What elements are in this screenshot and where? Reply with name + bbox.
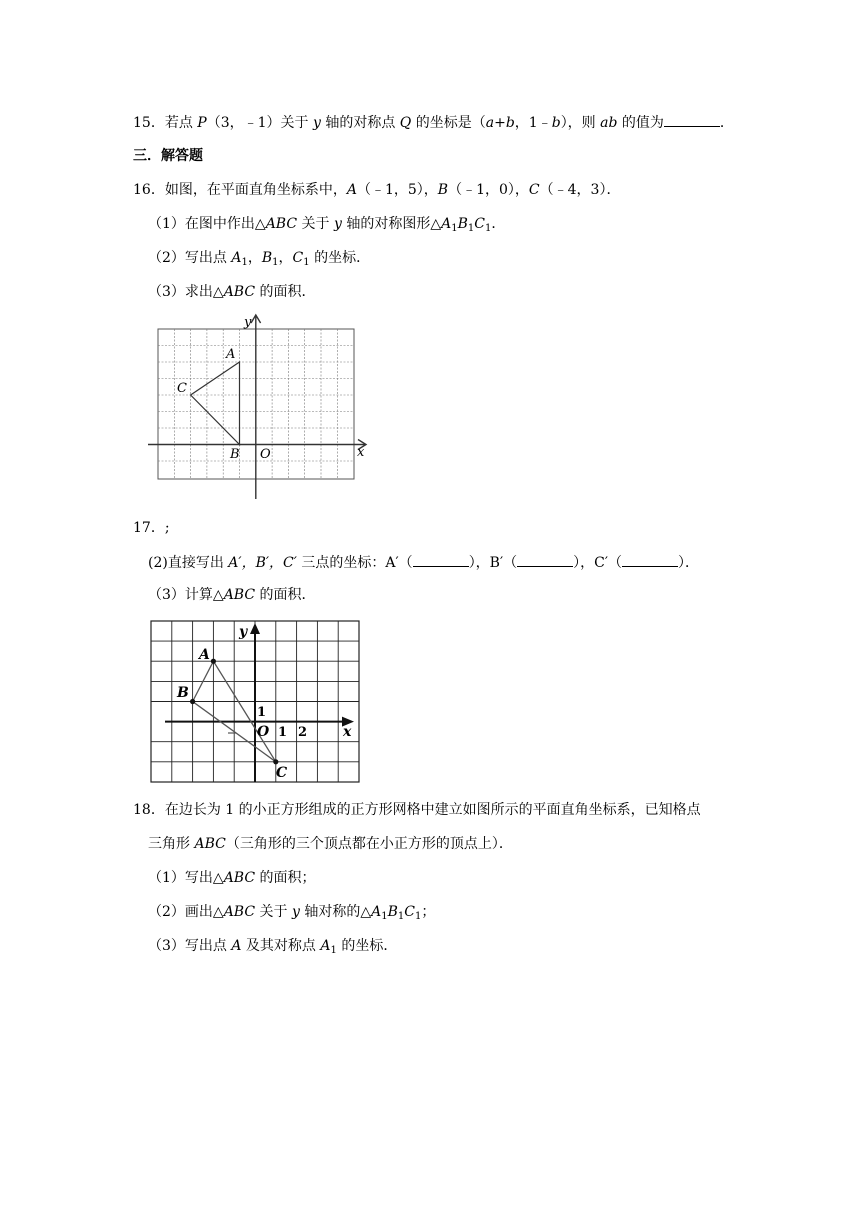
question-16-intro [133,180,620,200]
q18-end: 的坐标． [336,938,398,954]
q16-number: 16． [133,182,165,198]
q15-var-y: y [312,115,321,131]
label-C: C [276,765,288,781]
subscript: 1 [272,257,279,268]
q18-text: （1）写出△ [148,870,224,886]
q18-text: 三角形 [148,836,195,852]
q16-text: 的坐标． [309,250,371,266]
q17-text: 三点的坐标： [296,555,386,571]
q16-text: 如图，在平面直角坐标系中， [164,182,347,198]
x-axis-label: x [343,724,352,740]
section-heading: 三．解答题 [133,148,203,164]
q18-B1: B [387,904,398,920]
q15-var-a: a [485,115,495,131]
y-tick-1: 1 [257,705,267,720]
q16-A1: A [441,216,452,232]
q16-triangle: ABC [265,216,298,232]
y-axis-label: y [239,624,248,640]
answer-blank-C[interactable] [622,552,678,567]
q18-triangle: ABC [223,904,256,920]
q15-var-ab: ab [600,115,618,131]
q18-point-A: A [231,938,242,954]
q17-part-2 [148,552,699,573]
q17-grid-figure [150,620,362,785]
q18-C1: C [404,904,415,920]
x-axis-label: x [357,445,365,460]
q18-var-y: y [291,904,300,920]
question-17: 17．; [133,520,170,536]
q18-text: 及其对称点 [241,938,321,954]
question-18-line-1: 18．在边长为 1 的小正方形组成的正方形网格中建立如图所示的平面直角坐标系，已知格点 [133,802,701,818]
label-origin: O [257,724,270,740]
q18-triangle: ABC [194,836,226,852]
y-axis-arrow-icon [250,623,260,634]
q16-text: 关于 [297,216,334,232]
label-origin: O [260,447,271,462]
subscript: 1 [415,911,422,922]
q16-A1: A [231,250,242,266]
q16-end: ． [491,216,506,232]
q16-var-y: y [333,216,342,232]
q16-triangle: ABC [223,284,256,300]
q15-number: 15． [133,115,165,131]
point-A [211,659,216,664]
q17-Bprime: B′， [255,555,284,571]
q17-part-3 [148,585,316,605]
subscript: 1 [241,257,248,268]
subscript: 1 [451,223,458,234]
q16-B1: B [457,216,468,232]
question-18-line-2 [148,834,513,854]
sep: ， [247,250,262,266]
q16-grid-figure [148,312,373,504]
q15-plus: + [494,115,506,131]
q18-part-1 [148,868,316,888]
q18-triangle: ABC [223,870,256,886]
q18-text: 关于 [255,904,292,920]
q16-point-A: A [346,182,357,198]
q18-text: 轴对称的△ [299,904,372,920]
label-B: B [230,447,240,462]
question-15 [133,112,734,133]
q16-coord-C: （﹣4，3）． [539,182,621,198]
q16-text: （3）求出△ [148,284,224,300]
q16-C1: C [292,250,304,266]
point-C [273,759,278,764]
q16-text: 的面积． [255,284,316,300]
q16-point-C: C [528,182,540,198]
subscript: 1 [303,257,310,268]
q15-var-P: P [197,115,207,131]
subscript: 1 [467,223,475,234]
triangle-ABC [191,362,240,445]
q18-end: ； [421,904,436,920]
answer-blank[interactable] [664,112,720,127]
q18-part-3 [148,936,397,956]
q15-end: ． [719,115,734,131]
q15-text: （3，﹣1）关于 [206,115,313,131]
q18-text: （2）画出△ [148,904,224,920]
q17-text: （3）计算△ [148,587,224,603]
q16-text: 轴的对称图形△ [341,216,442,232]
q15-text: ），则 [560,115,601,131]
y-axis-label: y [244,315,252,330]
subscript: 1 [330,945,337,956]
q16-coord-A: （﹣1，5）， [356,182,438,198]
subscript: 1 [397,911,405,922]
q17-text: A′（ [385,555,413,571]
q15-text: 的值为 [617,115,664,131]
q17-triangle: ABC [223,587,256,603]
q17-Aprime: A′， [228,555,256,571]
q18-text: （3）写出点 [148,938,232,954]
q16-part-2 [148,248,370,268]
q17-text: ），B′（ [468,555,518,571]
x-tick-2: 2 [298,725,308,740]
q16-text: （2）写出点 [148,250,232,266]
q18-text: （三角形的三个顶点都在小正方形的顶点上）． [225,836,513,852]
label-B: B [177,685,189,701]
q18-part-2 [148,902,435,922]
label-C: C [177,381,187,396]
q16-part-3 [148,282,316,302]
q15-var-b: b [505,115,515,131]
q18-A1: A [371,904,382,920]
answer-blank-B[interactable] [517,552,573,567]
subscript: 1 [485,223,492,234]
q17-text: ），C′（ [573,555,623,571]
q15-text: 的坐标是（ [411,115,486,131]
label-A: A [199,647,210,663]
point-B [190,699,195,704]
q15-var-b: b [551,115,561,131]
q15-var-Q: Q [399,115,412,131]
x-tick-1: 1 [278,725,288,740]
q17-text: (2)直接写出 [148,555,229,571]
q16-text: （1）在图中作出△ [148,216,266,232]
q16-point-B: B [437,182,449,198]
label-A: A [226,347,236,362]
q18-point-A1: A [320,938,331,954]
q16-part-1 [148,214,505,234]
q16-B1: B [261,250,273,266]
q17-end: ）． [678,555,700,571]
q15-text: 若点 [164,115,198,131]
q16-C1: C [474,216,485,232]
q18-text: 的面积； [255,870,316,886]
q17-text: 的面积． [255,587,316,603]
q16-coord-B: （﹣1，0）， [448,182,529,198]
q17-Cprime: C′ [283,555,297,571]
sep: ， [278,250,293,266]
q15-text: 轴的对称点 [320,115,400,131]
subscript: 1 [381,911,388,922]
q15-text: ，1﹣ [514,115,552,131]
answer-blank-A[interactable] [413,552,469,567]
